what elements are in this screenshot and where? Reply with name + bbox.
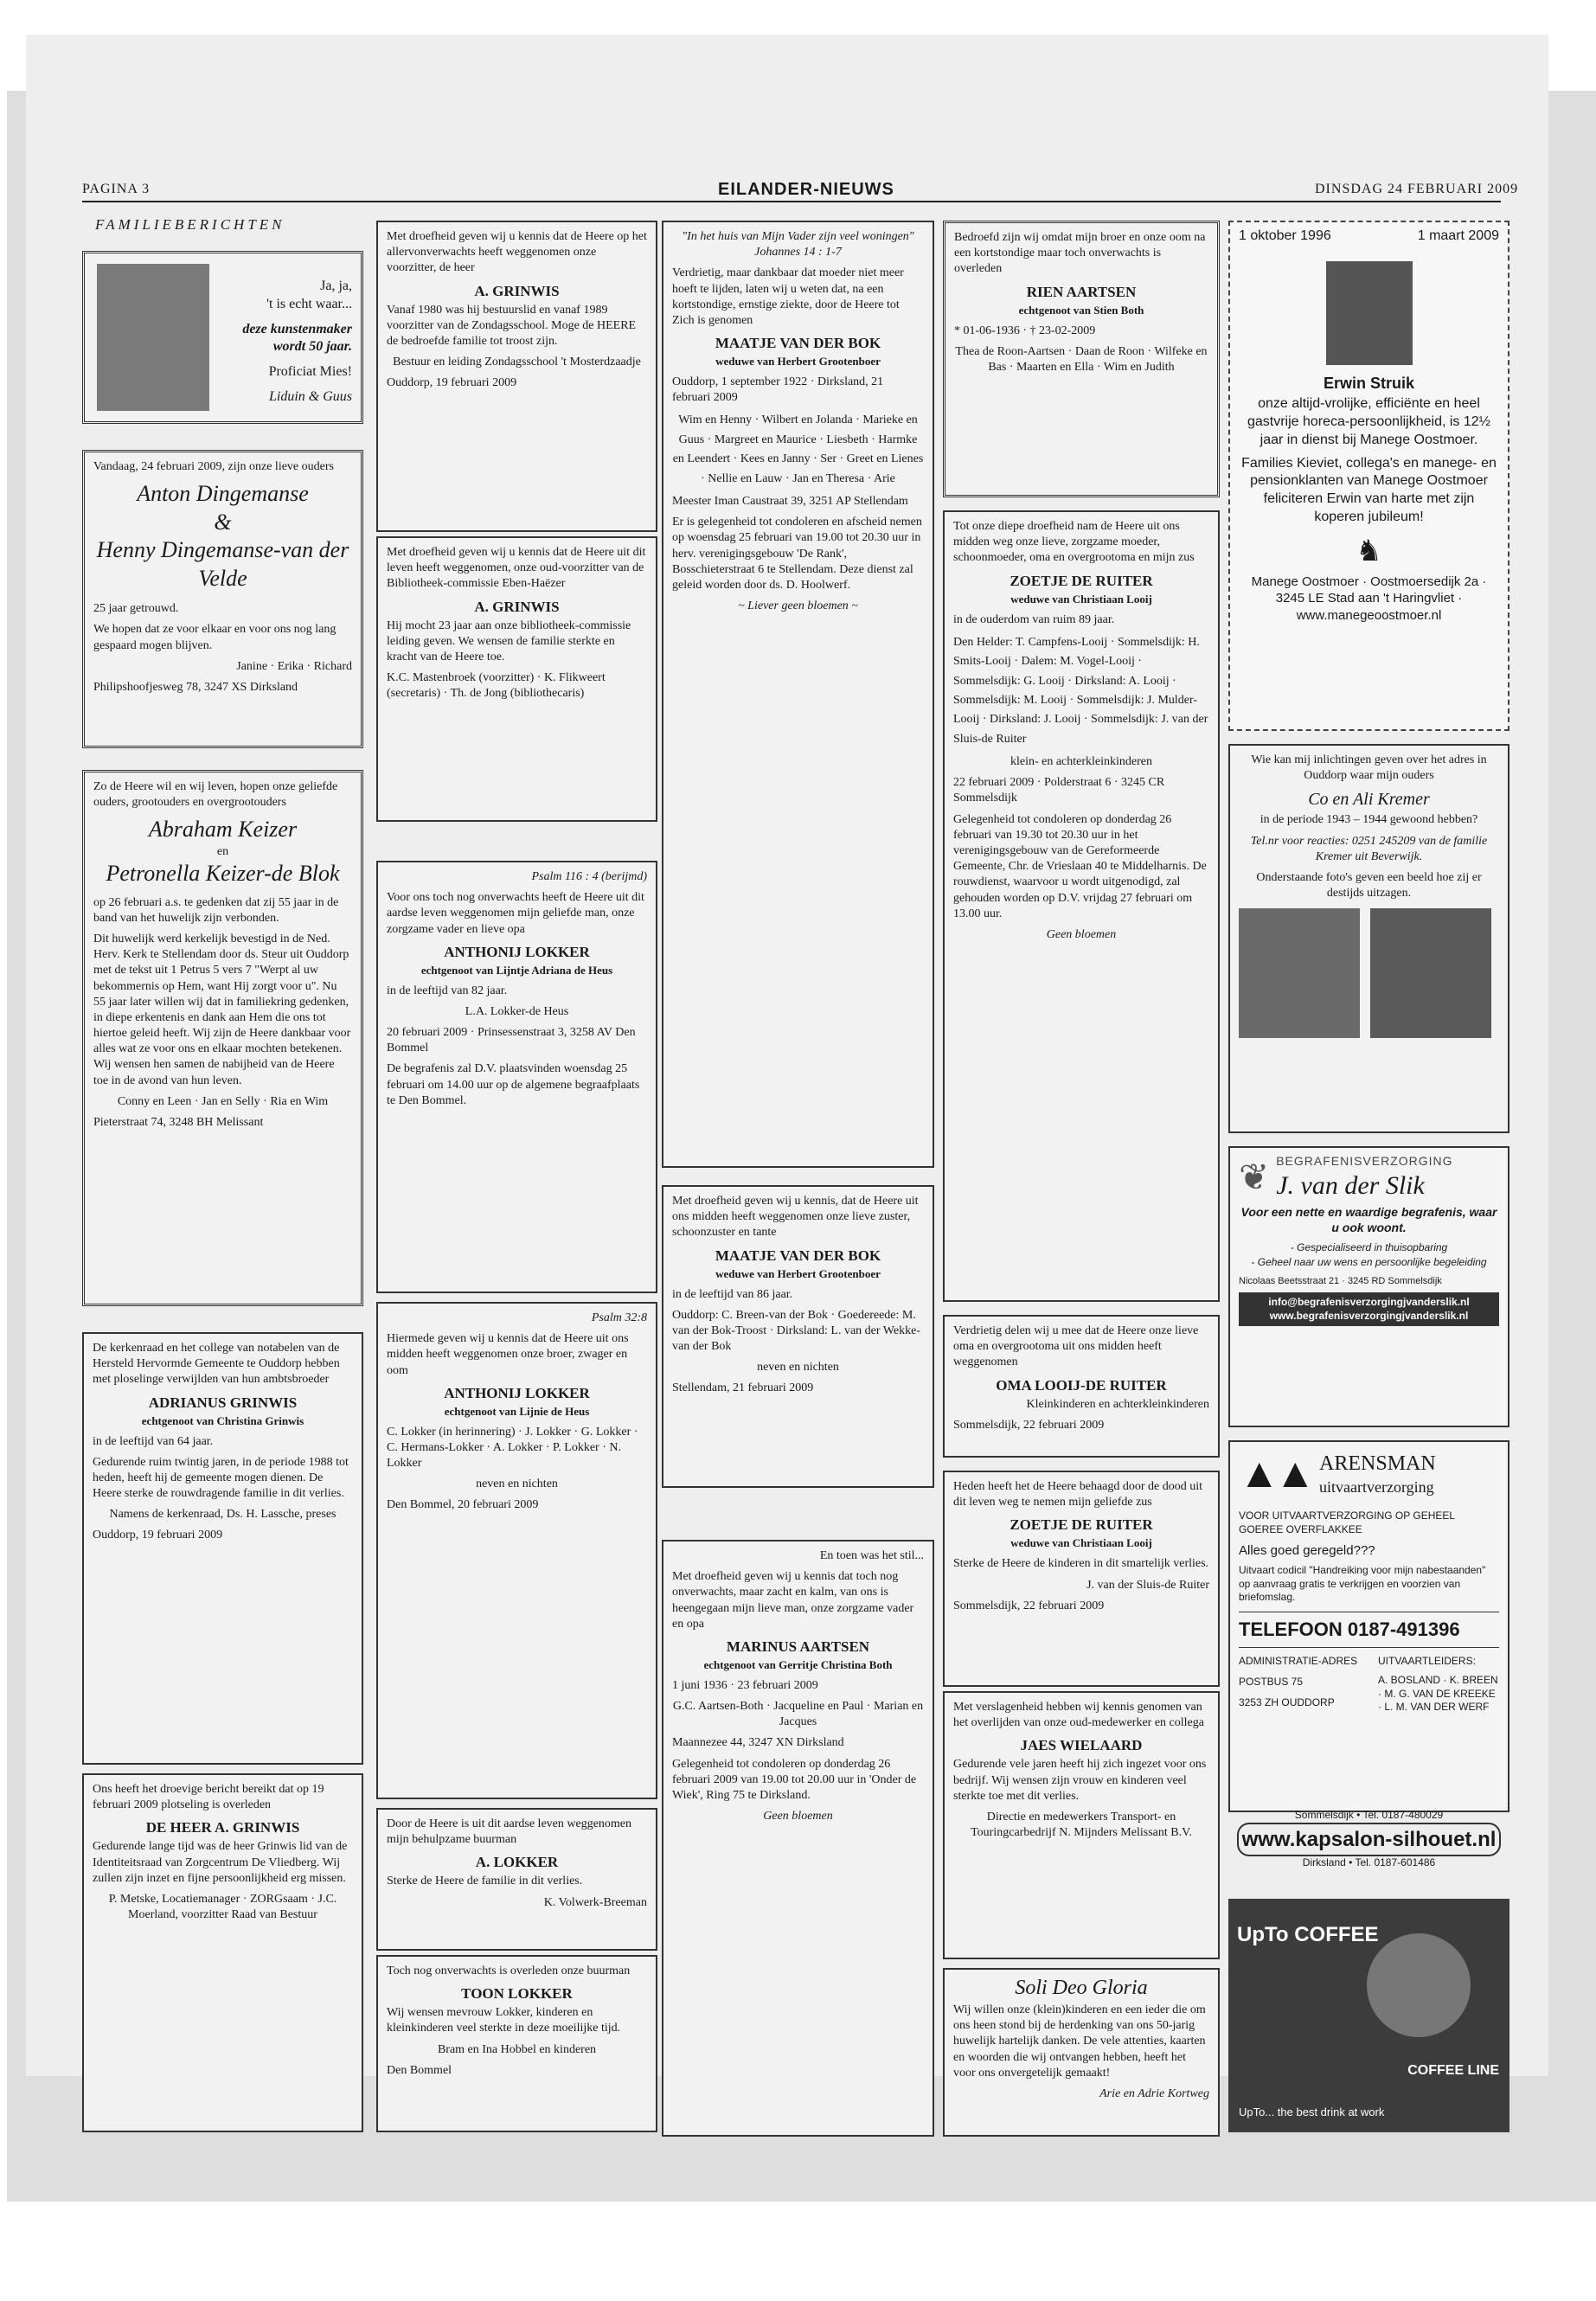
ad-obituary-bok-siblings <box>662 1185 934 1488</box>
ad24-line3: Uitvaart codicil "Handreiking voor mijn nabestaanden" op aanvraag gratis te verkrijgen en voorzien van briefomslag. <box>1239 1564 1486 1604</box>
ad24-telephone: TELEFOON 0187-491396 <box>1239 1612 1499 1649</box>
ad-obituary-lokker-buurman <box>376 1808 657 1951</box>
ad17-name: OMA LOOIJ-DE RUITER <box>996 1376 1167 1394</box>
ad-birthday <box>82 251 363 424</box>
ad-obituary-oma-looij <box>943 1315 1220 1458</box>
ad20-title: Soli Deo Gloria <box>1015 1977 1148 1999</box>
ad-obituary-grinwis-zondagsschool <box>376 221 657 532</box>
ad26-tag: UpTo... the best drink at work <box>1239 2106 1385 2119</box>
ad-obituary-grinwis-bibliotheek <box>376 536 657 822</box>
ad18-sub: weduwe van Christiaan Looij <box>1010 1536 1152 1550</box>
ad16-intro: Tot onze diepe droefheid nam de Heere uit ons midden weg onze lieve, zorgzame moeder, schoonmoeder, oma en overgrootoma en mijn zus <box>953 520 1195 565</box>
ad12-verse: "In het huis van Mijn Vader zijn veel woningen" Johannes 14 : 1-7 <box>682 230 914 260</box>
ad24-leaders: A. BOSLAND · K. BREEN · M. G. VAN DE KREEKE · L. M. VAN DER WERF <box>1378 1674 1498 1714</box>
ad-obituary-rien-aartsen <box>943 221 1220 497</box>
ad1-signature: Liduin & Guus <box>268 388 352 404</box>
ad5-signature: P. Metske, Locatiemanager · ZORGsaam · J.C. Moerland, voorzitter Raad van Bestuur <box>108 1893 337 1922</box>
maple-leaf-icon: ❦ <box>1239 1157 1270 1198</box>
ad12-sub: weduwe van Herbert Grootenboer <box>715 355 881 369</box>
ad23-website[interactable]: www.begrafenisverzorgingjvanderslik.nl <box>1269 1309 1469 1322</box>
kremer-photo-man <box>1370 908 1491 1038</box>
ad2-intro: Vandaag, 24 februari 2009, zijn onze lieve ouders <box>93 460 334 473</box>
ad-obituary-toon-lokker <box>376 1955 657 2132</box>
ad14-family: G.C. Aartsen-Both · Jacqueline en Paul · Marian en Jacques <box>672 1700 924 1729</box>
ad3-date: op 26 februari a.s. te gedenken dat zij 55 jaar in de band van het huwelijk zijn verbonden. <box>93 895 339 925</box>
ad12-family: Wim en Henny · Wilbert en Jolanda · Marieke en Guus · Margreet en Maurice · Liesbeth · Harmke en Leendert · Kees en Janny · Ser · Greet en Lienes · Nellie en Lauw · Jan en Theresa · Arie <box>672 413 924 485</box>
page-number: PAGINA 3 <box>82 182 151 196</box>
ad15-family: Thea de Roon-Aartsen · Daan de Roon · Wilfeke en Bas · Maarten en Ella · Wim en Judith <box>955 344 1208 374</box>
ad3-address: Pieterstraat 74, 3248 BH Melissant <box>93 1116 264 1129</box>
ad8-sub: echtgenoot van Lijntje Adriana de Heus <box>420 963 613 977</box>
ad9-place: Den Bommel, 20 februari 2009 <box>387 1498 539 1512</box>
arensman-logo-icon: ▲▲ <box>1239 1451 1311 1497</box>
ad-obituary-marinus-aartsen <box>662 1540 934 2137</box>
ad22-name: Co en Ali Kremer <box>1308 790 1430 810</box>
ad-obituary-grinwis-kerkenraad <box>82 1332 363 1765</box>
ad14-verse: En toen was het stil... <box>819 1549 924 1562</box>
ad18-intro: Heden heeft het de Heere behaagd door de dood uit dit leven weg te nemen mijn geliefde zus <box>953 1480 1203 1509</box>
ad20-signature: Arie en Adrie Kortweg <box>1099 2086 1209 2100</box>
ad-obituary-lokker-family <box>376 861 657 1293</box>
ad-obituary-grinwis-zorgsaam <box>82 1773 363 2132</box>
ad24-line1: VOOR UITVAARTVERZORGING OP GEHEEL GOEREE OVERFLAKKEE <box>1239 1509 1455 1535</box>
ad2-name1: Anton Dingemanse <box>137 481 309 507</box>
ad-request-kremer <box>1228 744 1509 1133</box>
ad26-brand: UpTo COFFEE <box>1237 1923 1379 1946</box>
ad9-intro: Hiermede geven wij u kennis dat de Heere uit ons midden heeft weggenomen onze broer, zwager en oom <box>387 1332 629 1377</box>
ad23-top: BEGRAFENISVERZORGING <box>1276 1154 1453 1168</box>
ad-arensman-uitvaart <box>1228 1440 1509 1812</box>
ad24-line2: Alles goed geregeld??? <box>1239 1542 1375 1558</box>
ad19-name: JAES WIELAARD <box>1020 1737 1143 1754</box>
ad1-line4: Proficiat Mies! <box>268 364 352 380</box>
ad12-name: MAATJE VAN DER BOK <box>715 335 881 352</box>
ad18-signature: J. van der Sluis-de Ruiter <box>1086 1578 1209 1592</box>
ad12-address: Meester Iman Caustraat 39, 3251 AP Stellendam <box>672 495 908 509</box>
ad-anniversary-dingemanse <box>82 450 363 748</box>
ad15-sub: echtgenoot van Stien Both <box>1018 303 1144 317</box>
ad4-body: Gedurende ruim twintig jaren, in de periode 1988 tot heden, heeft hij de gemeente mogen dienen. De Heere sterke de rouwdragende familie in dit verlies. <box>93 1455 349 1501</box>
ad-thanks-kortweg <box>943 1968 1220 2137</box>
ad12-body: Er is gelegenheid tot condoleren en afscheid nemen op woensdag 25 februari van 19.00 tot 20.30 uur in herv. verenigingsgebouw 'De Rank', Bosschieterstraat 6 te Stellendam. Deze dienst zal geleid worden door ds. D. Hoolwerf. <box>672 516 922 592</box>
ad-kapsalon-silhouet <box>1228 1804 1509 1890</box>
horse-logo-icon: ♞ <box>1356 534 1382 567</box>
birthday-photo <box>97 264 209 411</box>
ad14-sub: echtgenoot van Gerritje Christina Both <box>703 1658 893 1672</box>
masthead: EILANDER-NIEUWS <box>718 180 894 199</box>
ad8-name: ANTHONIJ LOKKER <box>444 943 590 960</box>
kremer-photo-woman <box>1239 908 1360 1038</box>
ad10-name: A. LOKKER <box>475 1854 559 1871</box>
header-rule <box>82 201 1501 202</box>
ad2-address: Philipshoofjesweg 78, 3247 XS Dirksland <box>93 680 298 694</box>
ad13-family: Ouddorp: C. Breen-van der Bok · Goedereede: M. van der Bok-Troost · Dirksland: L. van der Wekke-van der Bok <box>672 1308 920 1354</box>
ad23-email[interactable]: info@begrafenisverzorgingjvanderslik.nl <box>1268 1296 1470 1309</box>
ad2-years: 25 jaar getrouwd. <box>93 602 179 616</box>
ad-obituary-maatje-van-der-bok <box>662 221 934 1168</box>
ad10-intro: Door de Heere is uit dit aardse leven weggenomen mijn behulpzame buurman <box>387 1817 632 1847</box>
ad9-verse: Psalm 32:8 <box>591 1311 647 1324</box>
ad6-name: A. GRINWIS <box>474 282 560 299</box>
ad2-amp: & <box>214 509 232 535</box>
ad3-name1: Abraham Keizer <box>148 817 298 843</box>
ad10-signature: K. Volwerk-Breeman <box>543 1895 647 1909</box>
ad-upto-coffee <box>1228 1899 1509 2132</box>
ad11-signature: Bram en Ina Hobbel en kinderen <box>437 2042 597 2056</box>
ad13-place: Stellendam, 21 februari 2009 <box>672 1381 814 1395</box>
ad11-name: TOON LOKKER <box>461 1985 573 2003</box>
ad13-name: MAATJE VAN DER BOK <box>715 1247 881 1264</box>
ad14-flowers: Geen bloemen <box>763 1810 833 1823</box>
ad20-body: Wij willen onze (klein)kinderen en een ieder die om ons heen stond bij de herdenking van ons 50-jarig huwelijk hartelijk danken. De vele attenties, kaarten en woorden die wij ontvangen hebben, heeft het voor ons onvergetelijk gemaakt! <box>953 2003 1206 2080</box>
ad12-intro: Verdrietig, maar dankbaar dat moeder niet meer hoeft te lijden, laten wij u weten dat, na een kortstondige, ernstige ziekte, door de Heere tot Zich is genomen <box>672 266 904 327</box>
ad19-body: Gedurende vele jaren heeft hij zich ingezet voor ons bedrijf. Wij wensen zijn vrouw en kinderen veel sterkte toe met dit verlies. <box>953 1758 1207 1803</box>
ad24-admin-label: ADMINISTRATIE-ADRES <box>1239 1655 1358 1668</box>
ad13-tail: neven en nichten <box>757 1361 839 1375</box>
ad2-children: Janine · Erika · Richard <box>236 659 352 673</box>
ad22-period: in de periode 1943 – 1944 gewoond hebben? <box>1259 813 1478 827</box>
ad12-dates: Ouddorp, 1 september 1922 · Dirksland, 21 februari 2009 <box>672 375 884 405</box>
ad7-body: Hij mocht 23 jaar aan onze bibliotheek-commissie leiding geven. We wensen de familie sterkte en kracht van de Heere toe. <box>387 619 631 664</box>
ad8-family: L.A. Lokker-de Heus <box>465 1004 569 1018</box>
ad26-line: COFFEE LINE <box>1407 2063 1499 2079</box>
ad15-name: RIEN AARTSEN <box>1026 283 1137 300</box>
ad4-place: Ouddorp, 19 februari 2009 <box>93 1529 223 1542</box>
ad7-signature: K.C. Mastenbroek (voorzitter) · K. Flikweert (secretaris) · Th. de Jong (bibliothecaris) <box>387 671 606 701</box>
ad4-name: ADRIANUS GRINWIS <box>148 1394 298 1411</box>
ad16-tail: klein- en achterkleinkinderen <box>1010 755 1153 769</box>
ad25-bottom: Dirksland • Tel. 0187-601486 <box>1302 1856 1436 1868</box>
ad-obituary-zoetje-de-ruiter <box>943 510 1220 1302</box>
ad3-en: en <box>216 844 229 858</box>
ad-obituary-jaes-wielaard <box>943 1691 1220 1959</box>
ad3-intro: Zo de Heere wil en wij leven, hopen onze geliefde ouders, grootouders en overgrootouders <box>93 780 338 810</box>
ad1-line3: deze kunstenmaker wordt 50 jaar. <box>242 321 352 355</box>
ad14-name: MARINUS AARTSEN <box>726 1638 870 1655</box>
ad23-bullet2: - Geheel naar uw wens en persoonlijke begeleiding <box>1251 1256 1487 1269</box>
ad7-intro: Met droefheid geven wij u kennis dat de Heere uit dit leven heeft weggenomen, onze oud-voorzitter van de Bibliotheek-commissie Eben-Haëzer <box>387 546 646 591</box>
ad7-name: A. GRINWIS <box>474 598 560 615</box>
ad9-sub: echtgenoot van Lijnie de Heus <box>444 1404 590 1418</box>
ad24-leaders-label: UITVAARTLEIDERS: <box>1378 1655 1476 1668</box>
ad24-postbus: POSTBUS 75 <box>1239 1676 1304 1689</box>
ad14-dates: 1 juni 1936 · 23 februari 2009 <box>672 1678 818 1692</box>
ad18-name: ZOETJE DE RUITER <box>1010 1516 1153 1534</box>
ad3-family: Conny en Leen · Jan en Selly · Ria en Wim <box>117 1094 329 1108</box>
ad8-body: De begrafenis zal D.V. plaatsvinden woensdag 25 februari om 14.00 uur op de algemene begraafplaats te Den Bommel. <box>387 1062 640 1107</box>
ad10-body: Sterke de Heere de familie in dit verlies. <box>387 1875 583 1888</box>
ad25-website[interactable]: www.kapsalon-silhouet.nl <box>1237 1823 1501 1856</box>
ad23-bullet1: - Gespecialiseerd in thuisopbaring <box>1290 1240 1448 1253</box>
ad16-place: 22 februari 2009 · Polderstraat 6 · 3245 CR Sommelsdijk <box>953 776 1165 805</box>
ad13-intro: Met droefheid geven wij u kennis, dat de Heere uit ons midden heeft weggenomen onze lieve zuster, schoonzuster en tante <box>672 1195 919 1240</box>
ad11-place: Den Bommel <box>387 2063 452 2077</box>
ad17-place: Sommelsdijk, 22 februari 2009 <box>953 1418 1105 1432</box>
ad8-place: 20 februari 2009 · Prinsessenstraat 3, 3258 AV Den Bommel <box>387 1026 636 1055</box>
ad9-family: C. Lokker (in herinnering) · J. Lokker · G. Lokker · C. Hermans-Lokker · A. Lokker · P. Lokker · N. Lokker <box>387 1425 638 1471</box>
ad6-body: Vanaf 1980 was hij bestuurslid en vanaf 1989 voorzitter van de Zondagsschool. Moge de HEERE de bedroefde familie tot troost zijn. <box>387 303 637 349</box>
ad9-name: ANTHONIJ LOKKER <box>444 1384 590 1401</box>
ad4-age: in de leeftijd van 64 jaar. <box>93 1434 214 1448</box>
ad-obituary-zoetje-zus <box>943 1471 1220 1687</box>
ad9-tail: neven en nichten <box>476 1477 558 1491</box>
ad21-body: onze altijd-vrolijke, efficiënte en heel gastvrije horeca-persoonlijkheid, is 12½ jaar in dienst bij Manege Oostmoer. <box>1247 396 1491 447</box>
ad4-intro: De kerkenraad en het college van notabelen van de Hersteld Hervormde Gemeente te Ouddorp hebben met ploselinge verwijlden van hun ambtsbroeder <box>93 1342 340 1387</box>
ad21-date-start: 1 oktober 1996 <box>1239 228 1331 243</box>
ad3-body: Dit huwelijk werd kerkelijk bevestigd in de Ned. Herv. Kerk te Stellendam door ds. Steur uit Ouddorp met de tekst uit 1 Petrus 5 vers 7 "Werpt al uw bekommernis op Hem, want Hij zorgt voor u". Nu 55 jaar later willen wij dat in familiekring gedenken, in diepe erkentenis en dank aan Hem die ons tot hiertoe geleid heeft. Wij zijn de Heere dankbaar voor alles wat ze voor ons en elkaar mochten betekenen. Wij wensen hen samen de nabijheid van de Heere toe in de avond van hun leven. <box>93 932 351 1087</box>
ad1-line1: Ja, ja, <box>320 279 352 293</box>
ad13-sub: weduwe van Herbert Grootenboer <box>715 1266 881 1280</box>
ad5-intro: Ons heeft het droevige bericht bereikt dat op 19 februari 2009 plotseling is overleden <box>93 1783 324 1812</box>
ad8-age: in de leeftijd van 82 jaar. <box>387 984 508 997</box>
ad23-address: Nicolaas Beetsstraat 21 · 3245 RD Sommelsdijk <box>1239 1275 1442 1286</box>
ad19-signature: Directie en medewerkers Transport- en Touringcarbedrijf N. Mijnders Melissant B.V. <box>971 1811 1192 1840</box>
ad-begrafenis-van-der-slik <box>1228 1146 1509 1427</box>
ad19-intro: Met verslagenheid hebben wij kennis genomen van het overlijden van onze oud-medewerker en collega <box>953 1701 1204 1730</box>
ad21-name: Erwin Struik <box>1323 374 1415 392</box>
ad16-sub: weduwe van Christiaan Looij <box>1010 592 1152 606</box>
section-title: FAMILIEBERICHTEN <box>95 216 285 233</box>
ad16-flowers: Geen bloemen <box>1046 927 1117 941</box>
ad24-brand: ARENSMAN <box>1319 1452 1436 1475</box>
ad11-intro: Toch nog onverwachts is overleden onze buurman <box>387 1965 631 1977</box>
ad18-body: Sterke de Heere de kinderen in dit smartelijk verlies. <box>953 1557 1209 1571</box>
ad16-body: Gelegenheid tot condoleren op donderdag 26 februari van 19.30 tot 20.30 uur in het verenigingsgebouw van de Gereformeerde Gemeente, Chr. de Vrieslaan 40 te Middelharnis. De rouwdienst, waarvoor u wordt uitgenodigd, zal gehouden worden op D.V. vrijdag 27 februari om 13.00 uur. <box>953 812 1207 920</box>
ad-obituary-lokker-siblings <box>376 1302 657 1799</box>
ad21-date-end: 1 maart 2009 <box>1417 228 1499 243</box>
ad15-intro: Bedroefd zijn wij omdat mijn broer en onze oom na een kortstondige maar toch onverwachts is overleden <box>954 231 1206 276</box>
ad4-signature: Namens de kerkenraad, Ds. H. Lassche, preses <box>109 1508 337 1522</box>
ad16-age: in de ouderdom van ruim 89 jaar. <box>953 612 1115 626</box>
ad21-body2: Families Kieviet, collega's en manege- en pensionklanten van Manege Oostmoer feliciteren Erwin van harte met zijn koperen jubileum! <box>1241 455 1497 524</box>
ad3-name2: Petronella Keizer-de Blok <box>106 861 340 887</box>
erwin-photo <box>1326 261 1413 365</box>
ad8-intro: Voor ons toch nog onverwachts heeft de Heere uit dit aardse leven weggenomen mijn geliefde man, onze zorgzame vader en lieve opa <box>387 891 644 936</box>
ad23-brand: J. van der Slik <box>1276 1171 1425 1201</box>
ad18-place: Sommelsdijk, 22 februari 2009 <box>953 1599 1105 1612</box>
ad2-wish: We hopen dat ze voor elkaar en voor ons nog lang gespaard mogen blijven. <box>93 623 337 652</box>
ad6-intro: Met droefheid geven wij u kennis dat de Heere op het allervonverwachts heeft weggenomen onze voorzitter, de heer <box>387 230 647 275</box>
ad6-place: Ouddorp, 19 februari 2009 <box>387 376 517 390</box>
ad17-intro: Verdrietig delen wij u mee dat de Heere onze lieve oma en overgrootoma uit ons midden heeft weggenomen <box>953 1324 1199 1369</box>
ad24-brand2: uitvaartverzorging <box>1319 1478 1434 1497</box>
ad5-body: Gedurende lange tijd was de heer Grinwis lid van de Identiteitsraad van Zorgcentrum De Vliedberg. Wij zullen zijn inzet en fijne persoonlijkheid erg missen. <box>93 1840 348 1885</box>
ad14-body: Gelegenheid tot condoleren op donderdag 26 februari 2009 van 19.00 tot 20.00 uur in 'Onder de Wiek', Ring 75 te Dirksland. <box>672 1757 917 1803</box>
ad15-dates: * 01-06-1936 · † 23-02-2009 <box>954 324 1096 337</box>
ad24-zip: 3253 ZH OUDDORP <box>1239 1695 1335 1708</box>
ad13-age: in de leeftijd van 86 jaar. <box>672 1287 793 1301</box>
coffee-cup-icon <box>1367 1933 1471 2037</box>
ad16-name: ZOETJE DE RUITER <box>1010 572 1153 589</box>
ad25-top: Sommelsdijk • Tel. 0187-480029 <box>1294 1809 1444 1821</box>
ad17-family: Kleinkinderen en achterkleinkinderen <box>1026 1397 1209 1411</box>
ad5-name: DE HEER A. GRINWIS <box>145 1819 300 1836</box>
ad23-slogan: Voor een nette en waardige begrafenis, waar u ook woont. <box>1240 1205 1497 1235</box>
ad6-signature: Bestuur en leiding Zondagsschool 't Mosterdzaadje <box>393 356 641 369</box>
ad14-intro: Met droefheid geven wij u kennis dat toch nog onverwachts, maar zacht en kalm, van ons is heengegaan mijn lieve man, onze zorgzame vader en opa <box>672 1570 914 1631</box>
ad21-address: Manege Oostmoer · Oostmoersedijk 2a · 3245 LE Stad aan 't Haringvliet · www.manegeoostmoer.nl <box>1251 574 1487 623</box>
ad-jubilee-erwin-struik <box>1228 221 1509 731</box>
ad4-sub: echtgenoot van Christina Grinwis <box>141 1413 304 1427</box>
ad22-intro: Wie kan mij inlichtingen geven over het adres in Ouddorp waar mijn ouders <box>1251 753 1487 783</box>
ad2-name2: Henny Dingemanse-van der Velde <box>96 537 349 591</box>
ad22-note: Onderstaande foto's geven een beeld hoe zij er destijds uitzagen. <box>1256 870 1482 901</box>
ad12-flowers: ~ Liever geen bloemen ~ <box>738 599 858 613</box>
ad14-address: Maannezee 44, 3247 XN Dirksland <box>672 1736 844 1750</box>
ad11-body: Wij wensen mevrouw Lokker, kinderen en kleinkinderen veel sterkte in deze moeilijke tijd. <box>387 2006 621 2035</box>
ad8-verse: Psalm 116 : 4 (berijmd) <box>531 870 647 883</box>
ad16-family: Den Helder: T. Campfens-Looij · Sommelsdijk: H. Smits-Looij · Dalem: M. Vogel-Looij · Sommelsdijk: G. Looij · Dirksland: A. Looij · Sommelsdijk: M. Looij · Sommelsdijk: J. Mulder-Looij · Dirksland: J. Looij · Sommelsdijk: J. van der Sluis-de Ruiter <box>953 635 1208 746</box>
issue-date: DINSDAG 24 FEBRUARI 2009 <box>1315 182 1519 196</box>
ad1-line2: 't is echt waar... <box>266 296 352 311</box>
ad22-telephone: Tel.nr voor reacties: 0251 245209 van de familie Kremer uit Beverwijk. <box>1250 834 1488 863</box>
ad-anniversary-keizer <box>82 770 363 1306</box>
